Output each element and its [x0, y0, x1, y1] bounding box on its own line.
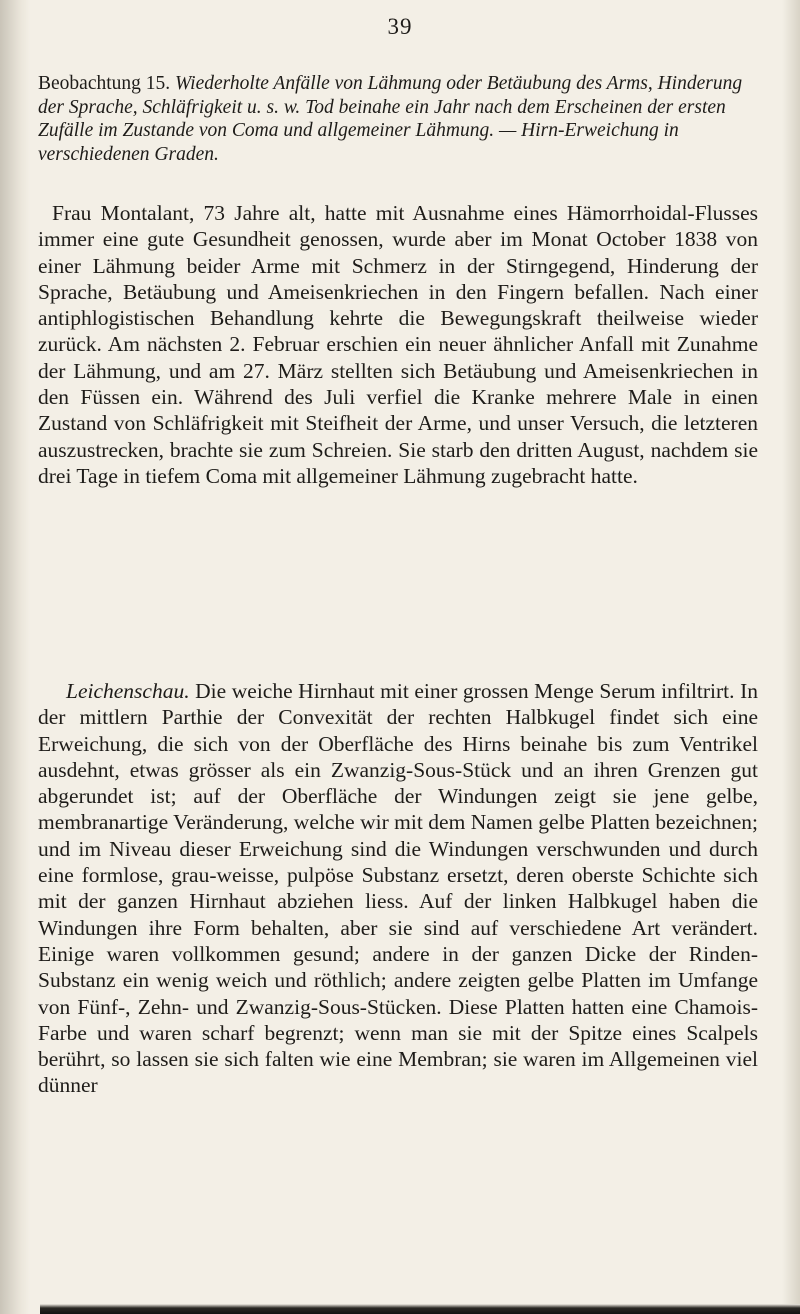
case-history-paragraph: Frau Montalant, 73 Jahre alt, hatte mit Ausnahme eines Hämorrhoidal-Flusses immer eine gute Gesundheit genossen, wurde aber im Monat October 1838 von einer Lähmung beider Arme mit Schmerz in der Stirngegend, Hinderung der Sprache, Betäubung und Ameisenkriechen in den Fingern befallen. Nach einer antiphlogistischen Behandlung kehrte die Bewegungskraft theilweise wieder zurück. Am nächsten 2. Februar erschien ein neuer ähnlicher Anfall mit Zunahme der Lähmung, und am 27. März stellten sich Betäubung und Ameisenkriechen in den Füssen ein. Während des Juli verfiel die Kranke mehrere Male in einen Zustand von Schläfrigkeit mit Steifheit der Arme, und unser Versuch, die letzteren auszustrecken, brachte sie zum Schreien. Sie starb den dritten August, nachdem sie drei Tage in tiefem Coma mit allgemeiner Lähmung zugebracht hatte.	[38, 201, 758, 488]
observation-number: Beobachtung 15.	[38, 73, 171, 94]
autopsy-paragraph	[38, 678, 758, 1099]
page-edge	[782, 0, 800, 1314]
autopsy-label: Leichenschau.	[66, 679, 190, 703]
autopsy-text: Die weiche Hirnhaut mit einer grossen Menge Serum infiltrirt. In der mittlern Parthie der Convexität der rechten Halbkugel findet sich eine Erweichung, die sich von der Oberfläche des Hirns beinahe bis zum Ventrikel ausdehnt, etwas grösser als ein Zwanzig-Sous-Stück und an ihren Grenzen gut abgerundet ist; auf der Oberfläche der Windungen zeigt sie jene gelbe, membranartige Veränderung, welche wir mit dem Namen gelbe Platten bezeichnen; und im Niveau dieser Erweichung sind die Windungen verschwunden und durch eine formlose, grau-weisse, pulpöse Substanz ersetzt, deren oberste Schichte sich mit der ganzen Hirnhaut abziehen liess. Auf der linken Halbkugel haben die Windungen ihre Form behalten, aber sie sind auf verschiedene Art verändert. Einige waren vollkommen gesund; andere in der ganzen Dicke der Rinden-Substanz ein wenig weich und röthlich; andere zeigten gelbe Platten im Umfange von Fünf-, Zehn- und Zwanzig-Sous-Stücken. Diese Platten hatten eine Chamois-Farbe und waren scharf begrenzt; wenn man sie mit der Spitze eines Scalpels berührt, so lassen sie sich falten wie eine Membran; sie waren im Allgemeinen viel dünner	[38, 679, 758, 1098]
binding-shadow	[0, 0, 30, 1314]
page-number: 39	[387, 14, 413, 39]
observation-heading	[38, 72, 758, 166]
page-bottom-edge	[40, 1304, 800, 1314]
observation-title: Wiederholte Anfälle von Lähmung oder Betäubung des Arms, Hinderung der Sprache, Schläfrigkeit u. s. w. Tod beinahe ein Jahr nach dem Erscheinen der ersten Zufälle im Zustande von Coma und allgemeiner Lähmung. — Hirn-Erweichung in verschiedenen Graden.	[38, 73, 743, 165]
